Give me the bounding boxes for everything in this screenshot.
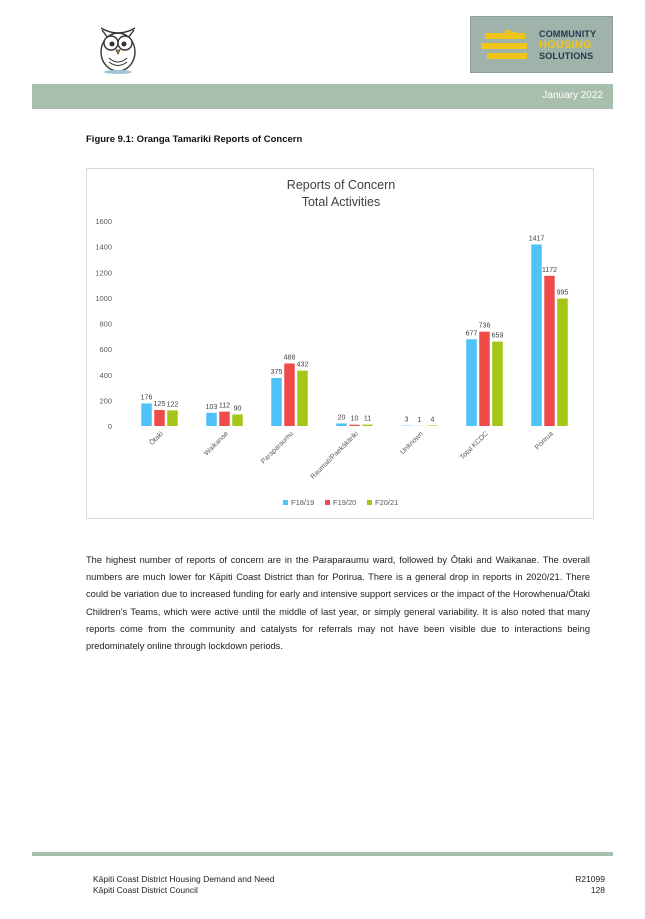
data-label: 995 — [556, 289, 569, 297]
bar-f20-21 — [427, 425, 438, 426]
footer-rule — [32, 852, 613, 856]
footer-ref: R21099 — [575, 874, 605, 884]
bar-f19-20 — [479, 332, 490, 426]
y-tick-label: 0 — [107, 422, 112, 431]
data-label: 90 — [233, 405, 242, 413]
bar-f19-20 — [544, 276, 555, 426]
community-housing-solutions-logo — [470, 16, 613, 73]
bar-f18-19 — [206, 413, 217, 426]
x-category-label: Ōtaki — [148, 430, 165, 447]
brand-line-2: HOUSING — [539, 39, 592, 51]
bar-f20-21 — [362, 425, 373, 426]
data-label: 659 — [491, 332, 504, 340]
bar-f18-19 — [271, 378, 282, 426]
legend-label: F20/21 — [375, 498, 399, 507]
data-label: 4 — [430, 416, 435, 424]
y-tick-label: 1600 — [95, 217, 112, 226]
bar-f19-20 — [154, 410, 165, 426]
bar-f20-21 — [557, 299, 568, 426]
data-label: 736 — [478, 322, 491, 330]
bar-f19-20 — [349, 425, 360, 426]
data-label: 112 — [218, 402, 231, 410]
bar-f18-19 — [141, 403, 152, 426]
bar-f18-19 — [531, 244, 542, 426]
data-label: 122 — [166, 401, 179, 409]
bar-f20-21 — [232, 414, 243, 426]
data-label: 432 — [296, 361, 309, 369]
bar-f20-21 — [297, 371, 308, 426]
chart-title: Reports of Concern — [286, 178, 396, 192]
footer-right — [575, 874, 605, 896]
data-label: 488 — [283, 354, 296, 362]
y-tick-label: 200 — [99, 396, 112, 406]
footer-page-number: 128 — [590, 885, 605, 895]
footer-org: Kāpiti Coast District Council — [93, 885, 198, 895]
chart-container — [86, 168, 594, 519]
data-label: 1 — [417, 416, 422, 424]
data-label: 176 — [140, 394, 153, 402]
y-tick-label: 1000 — [95, 293, 112, 303]
footer-left — [93, 874, 274, 896]
bar-f20-21 — [167, 410, 178, 426]
legend-label: F19/20 — [333, 498, 357, 507]
data-label: 125 — [153, 400, 166, 408]
data-label: 677 — [465, 330, 478, 338]
owl-logo — [92, 16, 144, 74]
x-category-label: Unknown — [399, 430, 425, 457]
header-date: January 2022 — [542, 90, 603, 101]
housing-bars-icon — [481, 29, 531, 63]
data-label: 20 — [337, 414, 346, 422]
legend-swatch — [283, 500, 288, 505]
legend-swatch — [325, 500, 330, 505]
x-category-label: Raumati/Paekākāriki — [309, 430, 360, 481]
bar-f19-20 — [284, 363, 295, 426]
x-category-label: Waikanae — [203, 430, 230, 458]
data-label: 1417 — [528, 235, 545, 243]
data-label: 10 — [350, 415, 359, 423]
data-label: 1172 — [541, 266, 558, 274]
footer-doc-title: Kāpiti Coast District Housing Demand and Need — [93, 874, 275, 884]
y-tick-label: 400 — [99, 370, 112, 380]
data-label: 375 — [270, 368, 283, 376]
y-tick-label: 600 — [99, 345, 112, 355]
bar-f19-20 — [219, 412, 230, 426]
figure-caption: Figure 9.1: Oranga Tamariki Reports of Concern — [86, 134, 303, 145]
bar-chart — [87, 169, 595, 520]
x-category-label: Paraparaumu — [259, 430, 295, 466]
bar-f20-21 — [492, 342, 503, 426]
header-band — [32, 84, 613, 109]
y-tick-label: 800 — [99, 319, 112, 329]
x-category-label: Porirua — [533, 430, 555, 452]
y-tick-label: 1400 — [95, 242, 112, 252]
data-label: 3 — [404, 416, 409, 424]
brand-line-1: COMMUNITY — [539, 29, 597, 39]
legend-swatch — [367, 500, 372, 505]
data-label: 103 — [205, 403, 218, 411]
bar-f18-19 — [466, 339, 477, 426]
body-paragraph: The highest number of reports of concern are in the Paraparaumu ward, followed by Ōtaki and Waikanae. The overall numbers are much lower for Kāpiti Coast District than for Porirua. There is a general drop in reports in 2020/21. There could be variation due to increased funding for early and intensive support services or the impact of the Horowhenua/Ōtaki Children’s Teams, which were active until the middle of last year, or simply general variability. It is also noted that many reports come from the community and catalysts for referrals may not have been visible due to interactions being predominately online through lockdown periods. — [86, 555, 590, 652]
x-category-label: Total KCDC — [459, 430, 490, 462]
bar-f18-19 — [336, 423, 347, 426]
data-label: 11 — [363, 415, 372, 423]
chart-subtitle: Total Activities — [301, 195, 381, 209]
y-tick-label: 1200 — [95, 268, 112, 278]
legend-label: F18/19 — [291, 498, 315, 507]
brand-line-3: SOLUTIONS — [539, 51, 594, 61]
